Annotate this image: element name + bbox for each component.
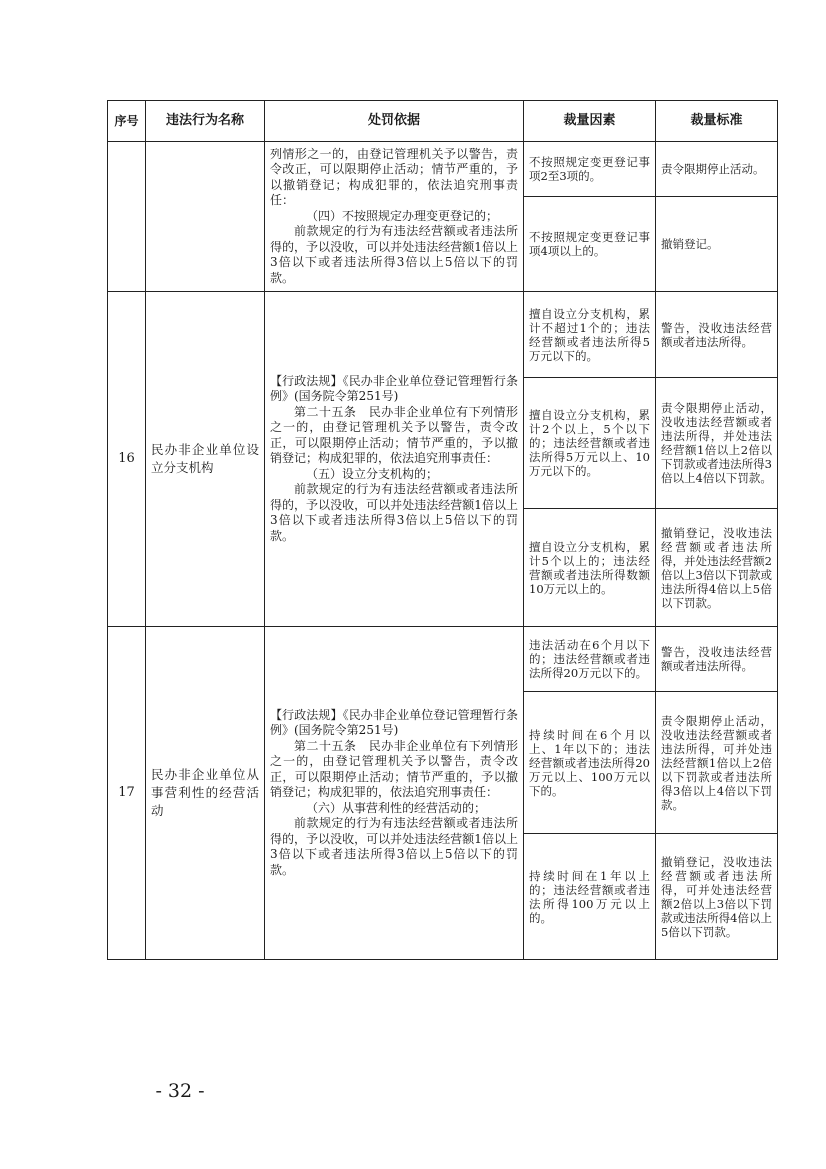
table-header-row	[108, 101, 778, 142]
header-penalty-basis: 处罚依据	[265, 101, 524, 142]
header-violation-name: 违法行为名称	[146, 101, 265, 142]
basis-paragraph: 前款规定的行为有违法经营额或者违法所得的，予以没收，可以并处违法经营额1倍以上3倍以下或者违法所得3倍以上5倍以下的罚款。	[270, 224, 518, 285]
row-number-cell: 17	[108, 627, 146, 960]
header-serial-number: 序号	[108, 101, 146, 142]
basis-paragraph: （六）从事营利性的经营活动的；	[306, 800, 487, 815]
page-number: - 32 -	[155, 1080, 205, 1102]
basis-paragraph: 前款规定的行为有违法经营额或者违法所得的，予以没收，可以并处违法经营额1倍以上3倍以下或者违法所得3倍以上5倍以下的罚款。	[270, 482, 518, 543]
basis-paragraph: 第二十五条 民办非企业单位有下列情形之一的，由登记管理机关予以警告，责令改正，可以限期停止活动；情节严重的，予以撤销登记；构成犯罪的，依法追究刑事责任：	[270, 404, 518, 466]
standard-cell: 撤销登记，没收违法经营额或者违法所得，并处违法经营额2倍以上3倍以下罚款或违法所得4倍以上5倍以下罚款。	[656, 509, 778, 627]
header-discretion-factor: 裁量因素	[524, 101, 656, 142]
violation-name-cell: 民办非企业单位从事营利性的经营活动	[146, 627, 265, 960]
factor-cell: 擅自设立分支机构，累计不超过1个的；违法经营额或者违法所得5万元以下的。	[524, 292, 656, 378]
factor-cell: 持续时间在1年以上的；违法经营额或者违法所得100万元以上的。	[524, 834, 656, 960]
factor-cell: 擅自设立分支机构，累计5个以上的；违法经营额或者违法所得数额10万元以上的。	[524, 509, 656, 627]
penalty-basis-cell	[265, 142, 524, 292]
penalty-basis-cell	[265, 627, 524, 960]
factor-cell: 不按照规定变更登记事项4项以上的。	[524, 197, 656, 292]
row-number-cell	[108, 142, 146, 292]
basis-paragraph: 第二十五条 民办非企业单位有下列情形之一的，由登记管理机关予以警告，责令改正，可以限期停止活动；情节严重的，予以撤销登记；构成犯罪的，依法追究刑事责任：	[270, 738, 518, 800]
table-row	[108, 627, 778, 692]
table-row	[108, 142, 778, 197]
factor-cell: 擅自设立分支机构，累计2个以上，5个以下的；违法经营额或者违法所得5万元以上、10万元以下的。	[524, 378, 656, 509]
basis-paragraph: 【行政法规】《民办非企业单位登记管理暂行条例》(国务院令第251号)	[270, 373, 518, 404]
standard-cell: 警告，没收违法经营额或者违法所得。	[656, 627, 778, 692]
violation-name-cell: 民办非企业单位设立分支机构	[146, 292, 265, 627]
standard-cell: 责令限期停止活动。	[656, 142, 778, 197]
violation-name-cell	[146, 142, 265, 292]
standard-cell: 撤销登记，没收违法经营额或者违法所得，可并处违法经营额2倍以上3倍以下罚款或违法所得4倍以上5倍以下罚款。	[656, 834, 778, 960]
basis-paragraph: 前款规定的行为有违法经营额或者违法所得的，予以没收，可以并处违法经营额1倍以上3倍以下或者违法所得3倍以上5倍以下的罚款。	[270, 816, 518, 877]
basis-paragraph: （五）设立分支机构的；	[306, 466, 439, 481]
standard-cell: 警告，没收违法经营额或者违法所得。	[656, 292, 778, 378]
table-row	[108, 292, 778, 378]
penalty-discretion-table	[107, 100, 778, 960]
basis-paragraph: 列情形之一的，由登记管理机关予以警告，责令改正，可以限期停止活动；情节严重的，予以撤销登记；构成犯罪的，依法追究刑事责任：	[270, 146, 518, 208]
row-number-cell: 16	[108, 292, 146, 627]
basis-paragraph: （四）不按照规定办理变更登记的；	[306, 208, 499, 223]
standard-cell: 责令限期停止活动，没收违法经营额或者违法所得，可并处违法经营额1倍以上2倍以下罚款或者违法所得3倍以上4倍以下罚款。	[656, 692, 778, 834]
penalty-basis-cell	[265, 292, 524, 627]
factor-cell: 违法活动在6个月以下的；违法经营额或者违法所得20万元以下的。	[524, 627, 656, 692]
factor-cell: 持续时间在6个月以上、1年以下的；违法经营额或者违法所得20万元以上、100万元以下的。	[524, 692, 656, 834]
header-discretion-standard: 裁量标准	[656, 101, 778, 142]
factor-cell: 不按照规定变更登记事项2至3项的。	[524, 142, 656, 197]
basis-paragraph: 【行政法规】《民办非企业单位登记管理暂行条例》(国务院令第251号)	[270, 707, 518, 738]
standard-cell: 撤销登记。	[656, 197, 778, 292]
standard-cell: 责令限期停止活动，没收违法经营额或者违法所得，并处违法经营额1倍以上2倍以下罚款或者违法所得3倍以上4倍以下罚款。	[656, 378, 778, 509]
